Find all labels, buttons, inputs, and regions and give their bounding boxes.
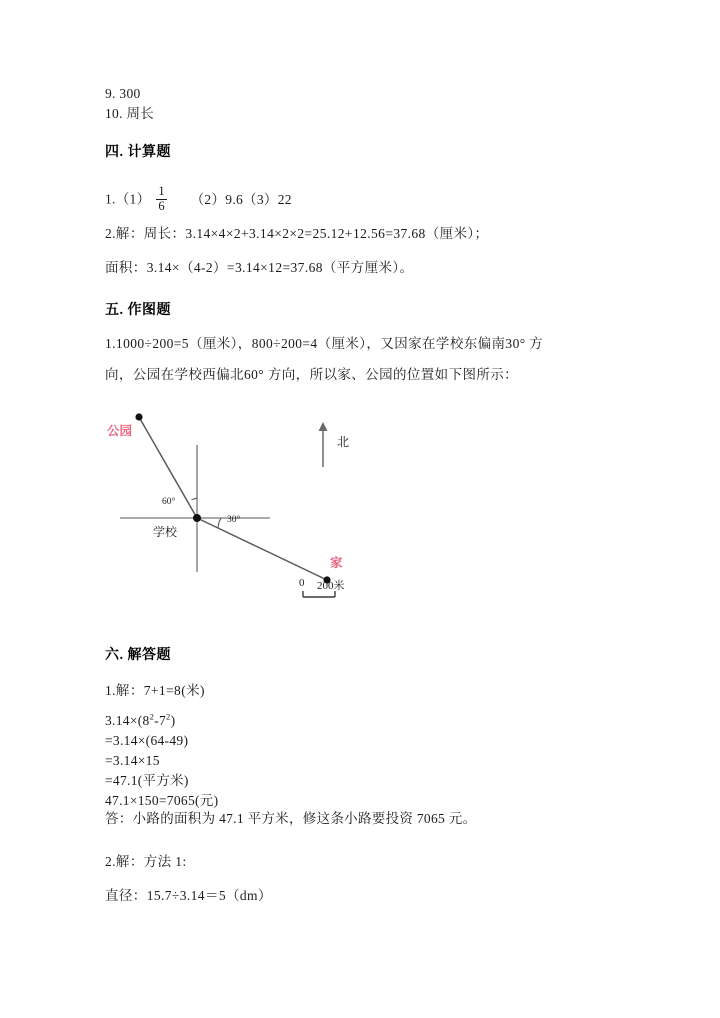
answer-q1-calculation bbox=[105, 711, 218, 811]
calc-step-4: =47.1(平方米) bbox=[105, 773, 189, 788]
section-heading-calculation: 四. 计算题 bbox=[105, 145, 171, 160]
calc-step-1 bbox=[105, 711, 218, 731]
calc-step-1-c: ) bbox=[170, 713, 176, 728]
calc-step-1-b: -7 bbox=[154, 713, 167, 728]
north-arrow-head bbox=[319, 422, 328, 431]
label-scale-zero: 0 bbox=[299, 577, 305, 589]
fraction-denominator: 6 bbox=[158, 198, 165, 213]
calc-step-1-exp-1: 2 bbox=[149, 711, 155, 722]
fill-in-answers-block bbox=[105, 84, 154, 124]
angle-arc-30 bbox=[218, 518, 221, 528]
calc-step-1-exp-2: 2 bbox=[166, 711, 171, 722]
answer-q1-label: 1.解：7+1=8(米) bbox=[105, 683, 205, 698]
calc-item-1-prefix: 1.（1） bbox=[105, 191, 151, 207]
fraction-numerator: 1 bbox=[158, 184, 165, 198]
calc-item-2-area: 面积：3.14×（4-2）=3.14×12=37.68（平方厘米）。 bbox=[105, 260, 414, 275]
label-school: 学校 bbox=[153, 525, 178, 539]
point-park bbox=[135, 413, 142, 420]
calc-step-2: =3.14×(64-49) bbox=[105, 733, 189, 748]
fill-in-answer-10: 10. 周长 bbox=[105, 106, 155, 121]
calc-step-5: 47.1×150=7065(元) bbox=[105, 793, 219, 808]
ray-to-home bbox=[197, 518, 327, 580]
label-north: 北 bbox=[337, 435, 350, 449]
calc-item-1 bbox=[105, 186, 292, 214]
diagram-svg bbox=[105, 405, 405, 620]
label-home: 家 bbox=[330, 556, 343, 570]
answer-q1-conclusion: 答：小路的面积为 47.1 平方米，修这条小路要投资 7065 元。 bbox=[105, 811, 477, 826]
calc-step-3: =3.14×15 bbox=[105, 753, 160, 768]
section-heading-drawing: 五. 作图题 bbox=[105, 303, 171, 318]
point-school bbox=[193, 514, 201, 522]
answer-q2-diameter: 直径：15.7÷3.14＝5（dm） bbox=[105, 888, 272, 903]
label-park: 公园 bbox=[107, 424, 133, 438]
calc-item-1-rest: （2）9.6（3）22 bbox=[190, 191, 292, 207]
label-scale-value: 200米 bbox=[317, 580, 345, 592]
calc-item-2-perimeter: 2.解：周长：3.14×4×2+3.14×2×2=25.12+12.56=37.68（厘米）； bbox=[105, 226, 489, 241]
calc-step-1-a: 3.14×(8 bbox=[105, 713, 150, 728]
drawing-problem-line-1: 1.1000÷200=5（厘米），800÷200=4（厘米），又因家在学校东偏南30° 方 bbox=[105, 336, 544, 351]
section-heading-answer: 六. 解答题 bbox=[105, 648, 171, 663]
fill-in-answer-9: 9. 300 bbox=[105, 86, 141, 101]
angle-arc-60 bbox=[192, 498, 198, 500]
label-angle-30: 30° bbox=[227, 515, 241, 525]
answer-q2-label: 2.解：方法 1: bbox=[105, 854, 187, 869]
fraction-one-sixth bbox=[156, 185, 166, 213]
label-angle-60: 60° bbox=[162, 497, 176, 507]
direction-diagram bbox=[105, 405, 405, 620]
drawing-problem-line-2: 向，公园在学校西偏北60° 方向，所以家、公园的位置如下图所示： bbox=[105, 367, 519, 382]
